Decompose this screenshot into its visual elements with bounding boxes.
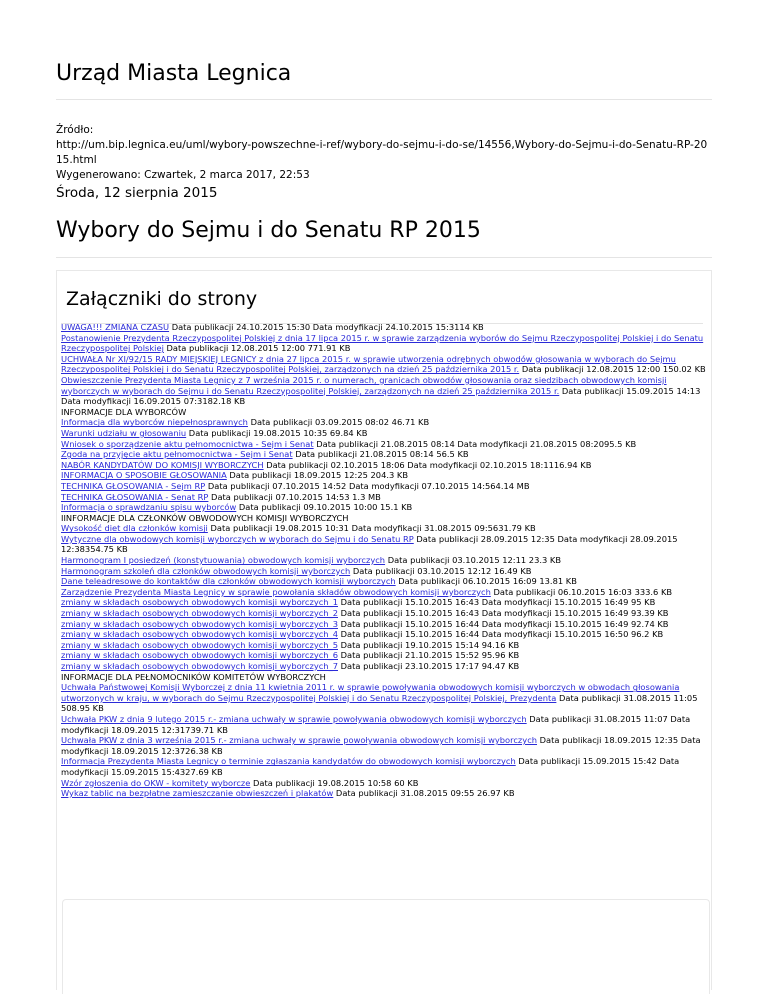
attachment-info: Data publikacji 07.10.2015 14:52 Data modyfikacji 07.10.2015 14:564.14 MB [205,480,530,491]
attachment-link[interactable]: Uchwała Państwowej Komisji Wyborczej z dnia 11 kwietnia 2011 r. w sprawie powoływania obwodowych komisji wyborczych w obwodach głosowania utworzonych w kraju, w wyborach do Sejmu Rzeczypospolitej Polskiej i do Senatu Rzeczypospolitej Polskiej, Prezydenta [61,682,680,703]
section-label: INFORMACJE DLA WYBORCÓW [61,406,187,417]
attachment-item [61,449,707,460]
attachment-info: Data publikacji 03.09.2015 08:02 46.71 KB [247,417,430,428]
attachment-info: Data publikacji 18.09.2015 12:35 Data modyfikacji 18.09.2015 12:3726.38 KB [61,735,701,756]
section-label: IINFORMACJE DLA CZŁONKÓW OBWODOWYCH KOMISJI WYBORCZYCH [61,512,349,523]
attachment-info: Data publikacji 15.10.2015 16:43 Data modyfikacji 15.10.2015 16:49 93.39 KB [338,608,669,619]
attachment-item [61,417,707,428]
attachment-item [61,682,707,714]
attachment-item [61,661,707,672]
attachment-link[interactable]: zmiany w składach osobowych obwodowych komisji wyborczych_3 [61,618,338,629]
attachment-info: Data publikacji 12.08.2015 12:00 150.02 KB [519,364,706,375]
attachment-item [61,778,707,789]
attachment-link[interactable]: Uchwała PKW z dnia 3 września 2015 r.- zmiana uchwały w sprawie powoływania obwodowych komisji wyborczych [61,735,538,746]
attachment-link[interactable]: Zgoda na przyjęcie aktu pełnomocnictwa - Sejm i Senat [61,449,293,460]
attachment-item [61,650,707,661]
attachment-item [61,555,707,566]
attachment-item [61,756,707,777]
attachment-link[interactable]: Obwieszczenie Prezydenta Miasta Legnicy z 7 września 2015 r. o numerach, granicach obwodów głosowania oraz siedzibach obwodowych komisji wyborczych w wyborach do Sejmu i do Senatu Rzeczypospolitej Polskiej, zarządzonych na dzień 25 października 2015 r. [61,374,667,396]
attachment-link[interactable]: Wytyczne dla obwodowych komisji wyborczych w wyborach do Sejmu i do Senatu RP [61,533,414,544]
attachment-link[interactable]: TECHNIKA GŁOSOWANIA - Senat RP [61,491,209,502]
attachment-item [61,354,707,375]
attachment-info: Data publikacji 19.10.2015 15:14 94.16 KB [338,639,520,650]
attachment-item [61,788,707,799]
document-meta [56,123,712,202]
attachment-item [61,629,707,640]
attachment-link[interactable]: INFORMACJA O SPOSOBIE GŁOSOWANIA [61,470,227,481]
attachment-info: Data publikacji 03.10.2015 12:12 16.49 KB [350,565,532,576]
attachment-item [61,375,707,407]
attachment-item [61,597,707,608]
site-title: Urząd Miasta Legnica [56,0,712,100]
attachment-info: Data publikacji 19.08.2015 10:58 60 KB [250,777,419,788]
attachment-link[interactable]: UCHWAŁA Nr XI/92/15 RADY MIEJSKIEJ LEGNICY z dnia 27 lipca 2015 r. w sprawie utworzenia odrębnych obwodów głosowania w wyborach do Sejmu Rzeczypospolitej Polskiej i do Senatu Rzeczypospolitej Polskiej, zarządzonych na dzień 25 października 2015 r. [61,353,676,375]
attachment-link[interactable]: Informacja dla wyborców niepełnosprawnych [61,417,248,428]
attachments-heading: Załączniki do strony [66,288,258,310]
attachment-link[interactable]: zmiany w składach osobowych obwodowych komisji wyborczych_7 [61,661,338,671]
attachment-item [61,566,707,577]
attachment-item [61,608,707,619]
attachment-info: Data publikacji 06.10.2015 16:09 13.81 KB [395,576,577,587]
attachment-info: Data publikacji 19.08.2015 10:31 Data modyfikacji 31.08.2015 09:5631.79 KB [207,523,536,534]
attachment-item [61,333,707,354]
attachments-panel [56,270,712,990]
attachment-info: Data publikacji 21.10.2015 15:52 95.96 KB [338,650,520,661]
page-title: Wybory do Sejmu i do Senatu RP 2015 [56,217,712,258]
attachment-info: Data publikacji 23.10.2015 17:17 94.47 KB [338,661,520,671]
attachment-link[interactable]: Harmonogram szkoleń dla członków obwodowych komisji wyborczych [61,565,351,576]
attachment-item [61,470,707,481]
attachment-item [61,322,707,333]
source-label: Źródło: [56,124,94,136]
attachment-info: Data publikacji 15.10.2015 16:44 Data modyfikacji 15.10.2015 16:49 92.74 KB [338,618,669,629]
section-label: INFORMACJE DLA PEŁNOMOCNIKÓW KOMITETÓW WYBORCZYCH [61,671,326,682]
attachment-info: Data publikacji 21.08.2015 08:14 56.5 KB [292,449,469,460]
attachment-item [61,460,707,471]
attachment-link[interactable]: zmiany w składach osobowych obwodowych komisji wyborczych_4 [61,629,338,640]
attachment-link[interactable]: zmiany w składach osobowych obwodowych komisji wyborczych_6 [61,650,338,661]
attachment-link[interactable]: NABÓR KANDYDATÓW DO KOMISJI WYBORCZYCH [61,459,264,470]
attachment-item [61,523,707,534]
attachment-item [61,492,707,503]
attachment-link[interactable]: Wysokość diet dla członków komisji [61,523,208,534]
attachment-item [61,619,707,630]
attachment-info: Data publikacji 24.10.2015 15:30 Data modyfikacji 24.10.2015 15:3114 KB [169,322,484,332]
attachment-info: Data publikacji 31.08.2015 11:07 Data modyfikacji 18.09.2015 12:31739.71 KB [61,713,691,735]
attachment-info: Data publikacji 06.10.2015 16:03 333.6 KB [490,586,673,597]
attachment-link[interactable]: zmiany w składach osobowych obwodowych komisji wyborczych_5 [61,639,338,650]
attachment-item [61,481,707,492]
attachment-link[interactable]: Wzór zgłoszenia do OKW - komitety wyborcze [61,777,251,788]
attachment-item [61,428,707,439]
attachment-info: Data publikacji 19.08.2015 10:35 69.84 KB [186,427,368,438]
attachment-info: Data publikacji 07.10.2015 14:53 1.3 MB [208,491,381,502]
attachment-item [61,576,707,587]
attachment-info: Data publikacji 21.08.2015 08:14 Data modyfikacji 21.08.2015 08:2095.5 KB [313,438,637,449]
attachment-info: Data publikacji 03.10.2015 12:11 23.3 KB [385,555,562,566]
attachment-link[interactable]: Harmonogram I posiedzeń (konstytuowania) obwodowych komisji wyborczych [61,555,386,566]
attachment-link[interactable]: Wniosek o sporządzenie aktu pełnomocnictwa - Sejm i Senat [61,438,314,449]
attachment-link[interactable]: TECHNIKA GŁOSOWANIA - Sejm RP [61,480,206,491]
attachment-item [61,714,707,735]
attachment-link[interactable]: Zarządzenie Prezydenta Miasta Legnicy w sprawie powołania składów obwodowych komisji wyborczych [61,586,491,597]
attachment-info: Data publikacji 09.10.2015 10:00 15.1 KB [236,502,413,513]
attachment-link[interactable]: UWAGA!!! ZMIANA CZASU [61,322,170,332]
attachment-item [61,439,707,450]
source-url: http://um.bip.legnica.eu/uml/wybory-powszechne-i-ref/wybory-do-sejmu-i-do-se/14556,Wybory-do-Sejmu-i-do-Senatu-RP-2015.html [56,139,708,166]
generated-timestamp: Wygenerowano: Czwartek, 2 marca 2017, 22:53 [56,169,310,181]
attachments-list [61,322,707,799]
attachment-info: Data publikacji 15.09.2015 15:42 Data modyfikacji 15.09.2015 15:4327.69 KB [61,756,680,777]
attachment-link[interactable]: Uchwała PKW z dnia 9 lutego 2015 r.- zmiana uchwały w sprawie powoływania obwodowych komisji wyborczych [61,713,527,724]
attachment-link[interactable]: Informacja Prezydenta Miasta Legnicy o terminie zgłaszania kandydatów do obwodowych komisji wyborczych [61,756,516,767]
attachment-item [61,640,707,651]
attachment-info: Data publikacji 15.10.2015 16:43 Data modyfikacji 15.10.2015 16:49 95 KB [338,597,656,608]
attachment-item [61,534,707,555]
attachment-info: Data publikacji 31.08.2015 09:55 26.97 KB [333,788,515,799]
attachment-item [61,735,707,756]
attachment-item [61,502,707,513]
attachment-item [61,587,707,598]
attachment-link[interactable]: Wykaz tablic na bezpłatne zamieszczanie obwieszczeń i plakatów [61,788,334,799]
attachment-link[interactable]: Dane teleadresowe do kontaktów dla członków obwodowych komisji wyborczych [61,576,396,587]
attachment-info: Data publikacji 18.09.2015 12:25 204.3 KB [226,470,409,481]
attachment-info: Data publikacji 02.10.2015 18:06 Data modyfikacji 02.10.2015 18:1116.94 KB [263,459,592,470]
attachment-link[interactable]: zmiany w składach osobowych obwodowych komisji wyborczych_1 [61,597,338,608]
attachment-info: Data publikacji 12.08.2015 12:00 771.91 KB [163,343,351,354]
attachment-link[interactable]: Informacja o sprawdzaniu spisu wyborców [61,502,237,513]
attachment-info: Data publikacji 28.09.2015 12:35 Data modyfikacji 28.09.2015 12:38354.75 KB [61,533,678,555]
attachment-link[interactable]: zmiany w składach osobowych obwodowych komisji wyborczych_2 [61,608,338,619]
attachment-info: Data publikacji 15.09.2015 14:13 Data modyfikacji 16.09.2015 07:3182.18 KB [61,385,701,407]
attachment-link[interactable]: Warunki udziału w głosowaniu [61,427,187,438]
footer-panel [62,899,710,994]
attachment-info: Data publikacji 31.08.2015 11:05 508.95 KB [61,692,698,714]
page-container [56,0,712,258]
attachment-link[interactable]: Postanowienie Prezydenta Rzeczypospolitej Polskiej z dnia 17 lipca 2015 r. w sprawie zarządzenia wyborów do Sejmu Rzeczypospolitej Polskiej i do Senatu Rzeczypospolitej Polskiej [61,332,704,354]
page-date: Środa, 12 sierpnia 2015 [56,185,218,201]
attachment-info: Data publikacji 15.10.2015 16:44 Data modyfikacji 15.10.2015 16:50 96.2 KB [338,629,664,640]
